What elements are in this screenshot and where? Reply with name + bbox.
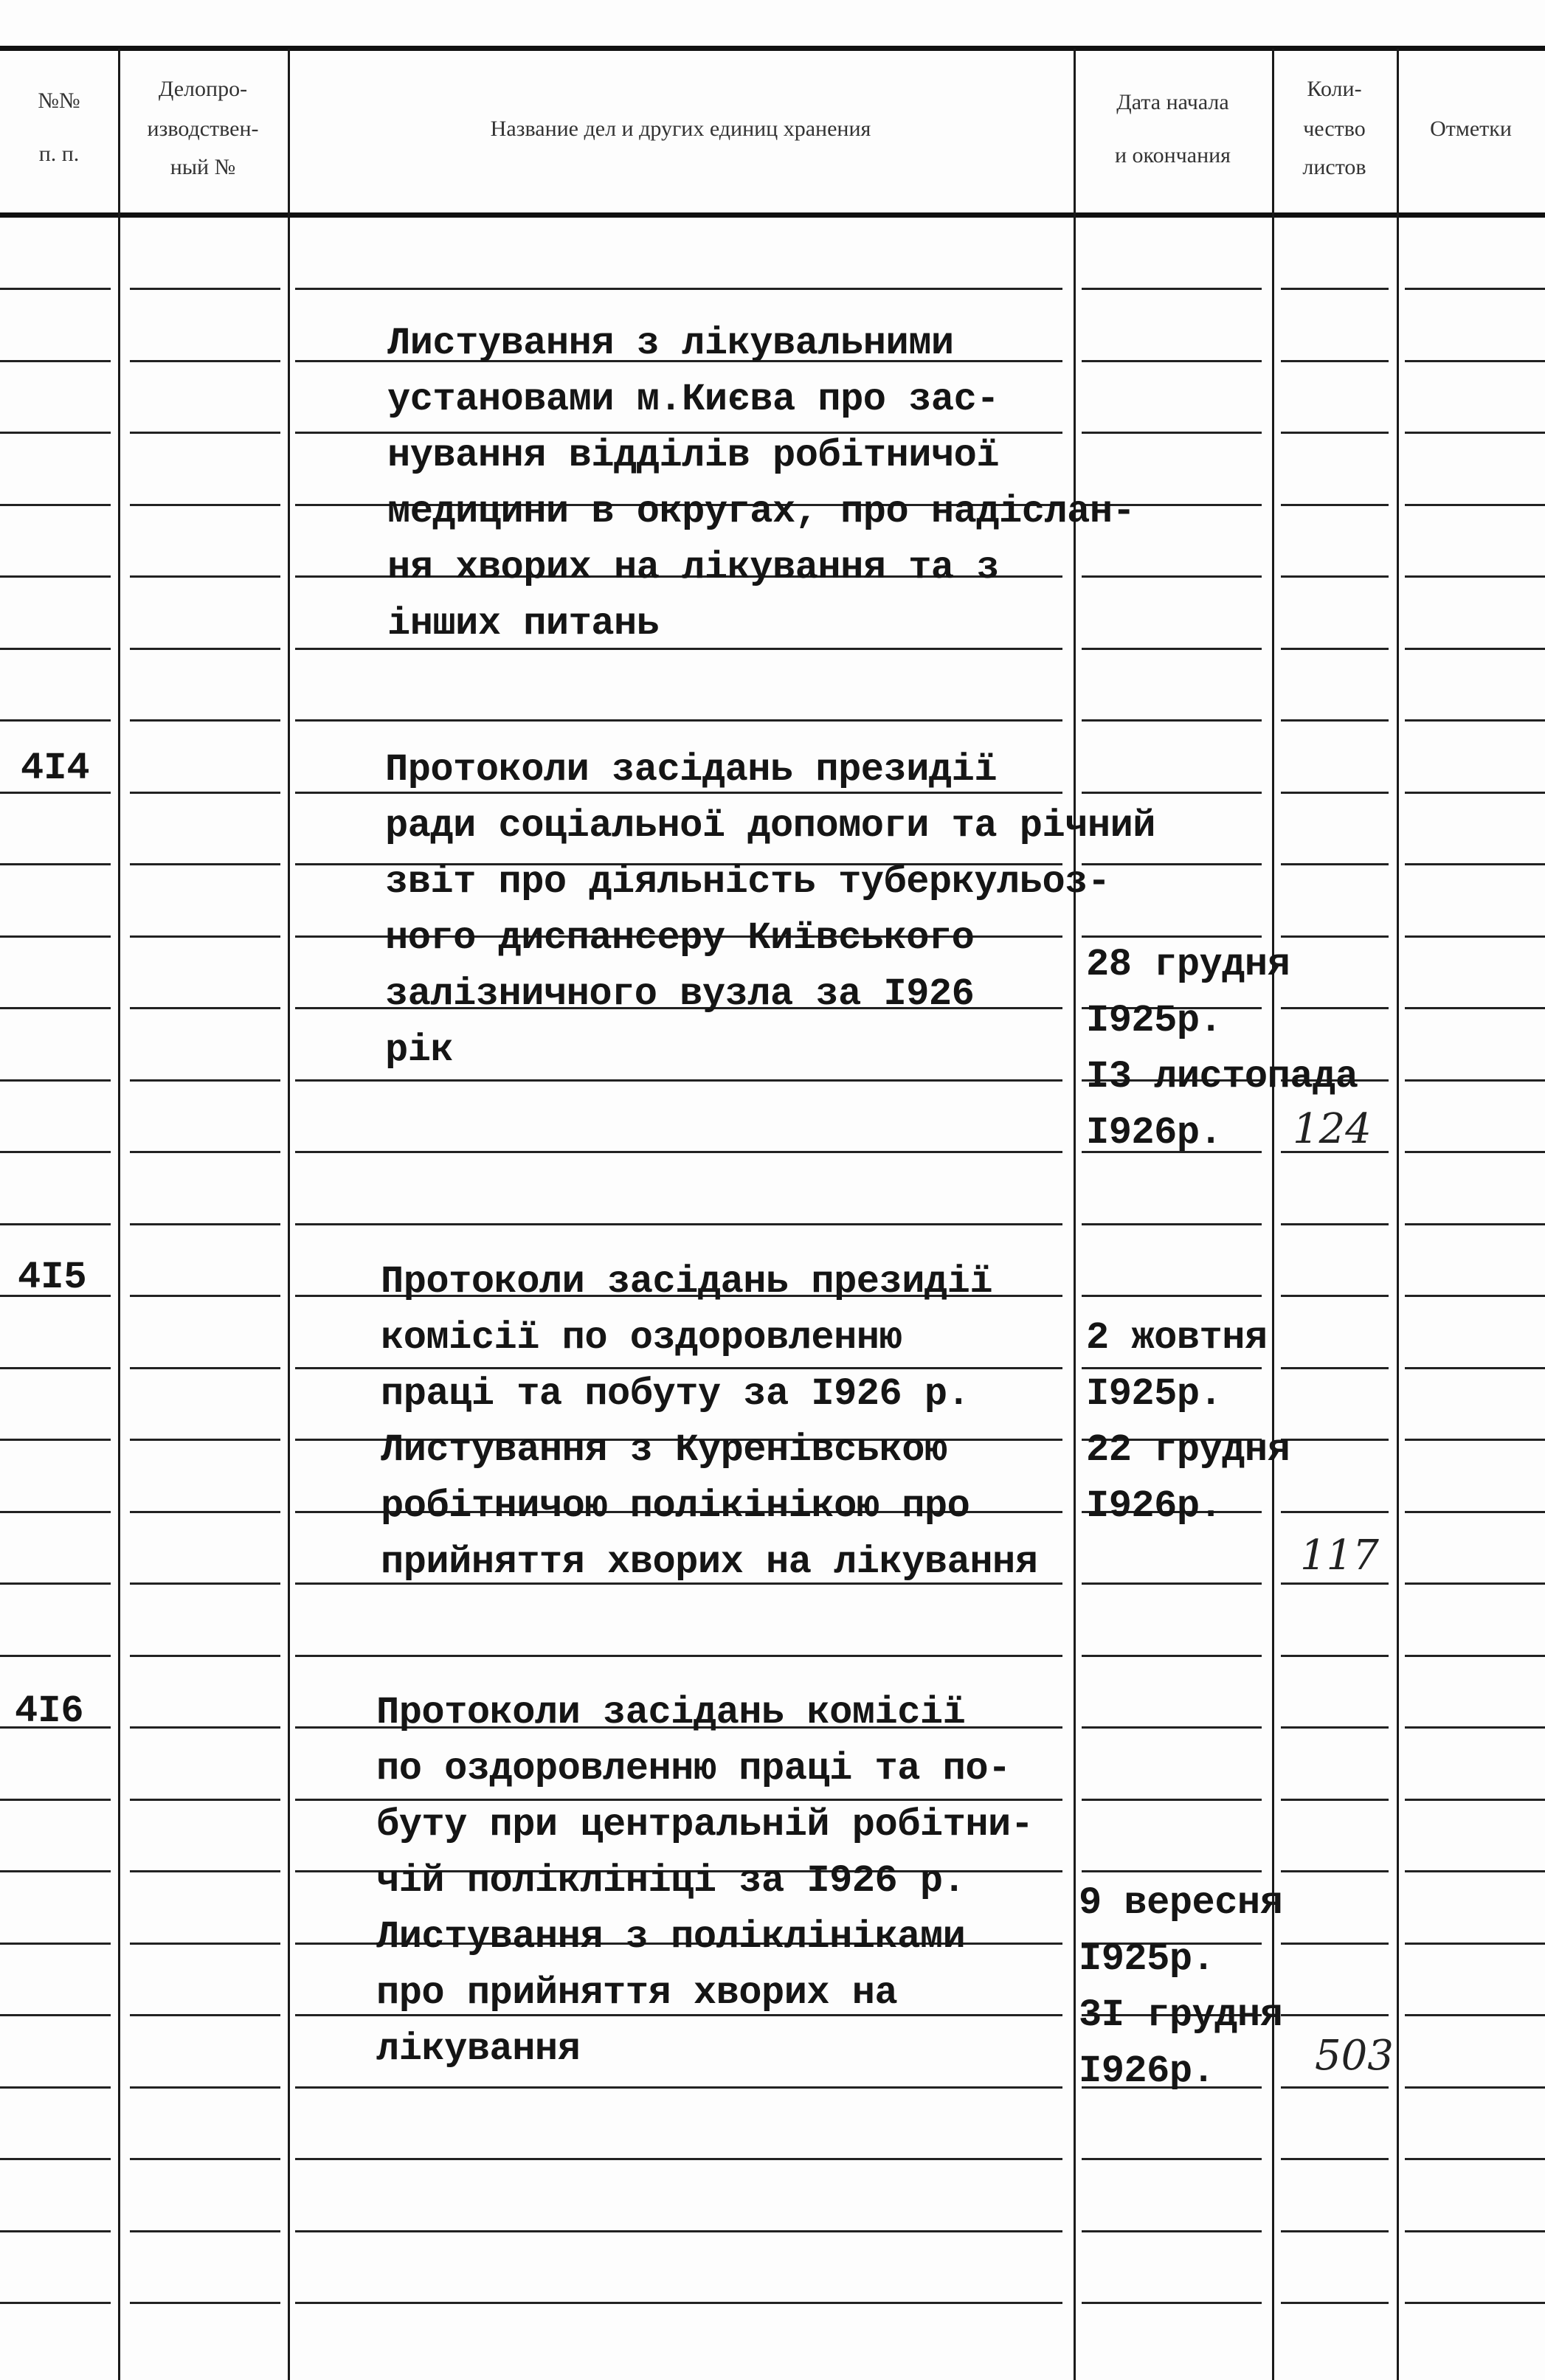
ruled-line bbox=[1281, 1223, 1389, 1225]
ruled-line bbox=[0, 1799, 111, 1801]
ruled-line bbox=[0, 719, 111, 722]
date-line: 22 грудня bbox=[1086, 1428, 1290, 1472]
ruled-line bbox=[1405, 2230, 1545, 2232]
ruled-line bbox=[130, 288, 280, 290]
ruled-line bbox=[1281, 1582, 1389, 1585]
ruled-line bbox=[130, 360, 280, 362]
ruled-line bbox=[0, 648, 111, 650]
column-divider bbox=[118, 49, 120, 2380]
ruled-line bbox=[130, 1367, 280, 1369]
ruled-line bbox=[0, 288, 111, 290]
ruled-line bbox=[0, 863, 111, 865]
ruled-line bbox=[0, 360, 111, 362]
ruled-line bbox=[295, 2086, 1062, 2089]
entry-number: 4I5 bbox=[18, 1256, 87, 1299]
title-line: комісії по оздоровленню bbox=[381, 1316, 902, 1360]
ruled-line bbox=[1082, 1799, 1262, 1801]
ruled-line bbox=[1281, 504, 1389, 506]
ruled-line bbox=[130, 1943, 280, 1945]
ruled-line bbox=[295, 2158, 1062, 2160]
ruled-line bbox=[295, 1799, 1062, 1801]
title-line: чій поліклініці за I926 р. bbox=[376, 1859, 966, 1903]
ruled-line bbox=[1405, 863, 1545, 865]
ruled-line bbox=[130, 1079, 280, 1082]
ruled-line bbox=[1281, 1007, 1389, 1009]
ruled-line bbox=[130, 1007, 280, 1009]
ruled-line bbox=[1082, 1870, 1262, 1872]
title-line: установами м.Києва про зас- bbox=[387, 378, 1000, 421]
ruled-line bbox=[1082, 432, 1262, 434]
ruled-line bbox=[1082, 1582, 1262, 1585]
ruled-line bbox=[1082, 2302, 1262, 2304]
ruled-line bbox=[0, 504, 111, 506]
ruled-line bbox=[1281, 1439, 1389, 1441]
title-line: праці та побуту за I926 р. bbox=[381, 1372, 970, 1416]
ruled-line bbox=[130, 1799, 280, 1801]
ruled-line bbox=[1082, 792, 1262, 794]
ruled-line bbox=[1405, 2158, 1545, 2160]
ruled-line bbox=[1281, 360, 1389, 362]
ruled-line bbox=[0, 1007, 111, 1009]
ruled-line bbox=[130, 575, 280, 578]
ruled-line bbox=[0, 1655, 111, 1657]
ruled-line bbox=[1082, 719, 1262, 722]
ruled-line bbox=[1405, 1367, 1545, 1369]
column-divider bbox=[288, 49, 290, 2380]
ruled-line bbox=[295, 1151, 1062, 1153]
ruled-line bbox=[295, 2302, 1062, 2304]
title-line: рік bbox=[385, 1028, 454, 1072]
date-line: I926р. bbox=[1079, 2049, 1215, 2093]
ruled-line bbox=[130, 2086, 280, 2089]
ruled-line bbox=[1281, 432, 1389, 434]
date-line: 3I грудня bbox=[1079, 1993, 1283, 2037]
ruled-line bbox=[1082, 1655, 1262, 1657]
date-line: 9 вересня bbox=[1079, 1881, 1283, 1925]
ruled-line bbox=[130, 1439, 280, 1441]
ruled-line bbox=[1405, 504, 1545, 506]
ruled-line bbox=[1082, 575, 1262, 578]
ruled-line bbox=[1281, 2158, 1389, 2160]
header-title: Название дел и других единиц хранения bbox=[490, 117, 871, 141]
title-line: ного диспансеру Київського bbox=[385, 916, 975, 960]
ruled-line bbox=[0, 1079, 111, 1082]
ruled-line bbox=[1281, 1367, 1389, 1369]
title-line: звіт про діяльність туберкульоз- bbox=[385, 860, 1110, 904]
entry-sheet-count: 117 bbox=[1300, 1532, 1379, 1580]
ruled-line bbox=[1281, 863, 1389, 865]
title-line: нування відділів робітничої bbox=[387, 434, 1000, 477]
ruled-line bbox=[1281, 1870, 1389, 1872]
header-office-number-line3: ный № bbox=[170, 155, 236, 179]
ruled-line bbox=[130, 2302, 280, 2304]
ruled-line bbox=[295, 648, 1062, 650]
ruled-line bbox=[1281, 1799, 1389, 1801]
ruled-line bbox=[295, 1367, 1062, 1369]
ruled-line bbox=[1405, 575, 1545, 578]
title-line: залізничного вузла за I926 bbox=[385, 972, 975, 1016]
date-line: I3 листопада bbox=[1086, 1055, 1358, 1099]
ruled-line bbox=[1405, 1799, 1545, 1801]
ruled-line bbox=[0, 2158, 111, 2160]
ruled-line bbox=[1405, 1439, 1545, 1441]
entry-sheet-count: 124 bbox=[1293, 1105, 1372, 1153]
ruled-line bbox=[295, 1079, 1062, 1082]
ruled-line bbox=[295, 719, 1062, 722]
date-line: I925р. bbox=[1079, 1937, 1215, 1981]
ruled-line bbox=[130, 648, 280, 650]
ruled-line bbox=[1405, 2014, 1545, 2016]
title-line: прийняття хворих на лікування bbox=[381, 1540, 1038, 1584]
ruled-line bbox=[0, 792, 111, 794]
ruled-line bbox=[1405, 432, 1545, 434]
ruled-line bbox=[1405, 1295, 1545, 1297]
ruled-line bbox=[0, 1223, 111, 1225]
column-divider bbox=[1397, 49, 1399, 2380]
ruled-line bbox=[130, 1582, 280, 1585]
title-line: про прийняття хворих на bbox=[376, 1971, 898, 2015]
ruled-line bbox=[0, 2230, 111, 2232]
ruled-line bbox=[0, 575, 111, 578]
ruled-line bbox=[1281, 2086, 1389, 2089]
ruled-line bbox=[1405, 719, 1545, 722]
ruled-line bbox=[1082, 2230, 1262, 2232]
header-dates-line1: Дата начала bbox=[1116, 90, 1229, 114]
ruled-line bbox=[130, 432, 280, 434]
ruled-line bbox=[1281, 648, 1389, 650]
ruled-line bbox=[130, 1655, 280, 1657]
ruled-line bbox=[130, 2014, 280, 2016]
column-divider bbox=[1074, 49, 1076, 2380]
ruled-line bbox=[1281, 1511, 1389, 1513]
entry-number: 4I6 bbox=[15, 1689, 84, 1733]
ruled-line bbox=[1281, 1943, 1389, 1945]
ruled-line bbox=[0, 1367, 111, 1369]
date-line: 2 жовтня bbox=[1086, 1316, 1268, 1360]
header-office-number-line1: Делопро- bbox=[158, 77, 248, 101]
ruled-line bbox=[0, 432, 111, 434]
entry-number: 4I4 bbox=[21, 747, 90, 790]
title-line: медицини в округах, про надіслан- bbox=[387, 490, 1136, 533]
ruled-line bbox=[130, 719, 280, 722]
header-dates-line2: и окончания bbox=[1115, 143, 1231, 167]
title-line: буту при центральній робітни- bbox=[376, 1803, 1034, 1847]
ruled-line bbox=[295, 2230, 1062, 2232]
ruled-line bbox=[130, 504, 280, 506]
header-notes: Отметки bbox=[1430, 117, 1512, 141]
title-line: Листування з поліклініками bbox=[376, 1915, 966, 1959]
ruled-line bbox=[1405, 2302, 1545, 2304]
ruled-line bbox=[1405, 935, 1545, 938]
title-line: Протоколи засідань президії bbox=[381, 1260, 993, 1304]
ruled-line bbox=[1405, 360, 1545, 362]
ruled-line bbox=[1082, 288, 1262, 290]
ruled-line bbox=[0, 2302, 111, 2304]
date-line: I926р. bbox=[1086, 1111, 1223, 1155]
header-number-line1: №№ bbox=[38, 89, 80, 113]
ruled-line bbox=[1405, 1223, 1545, 1225]
ruled-line bbox=[1405, 792, 1545, 794]
entry-sheet-count: 503 bbox=[1315, 2032, 1394, 2080]
ruled-line bbox=[130, 1295, 280, 1297]
ruled-line bbox=[130, 2230, 280, 2232]
title-line: ня хворих на лікування та з bbox=[387, 546, 1000, 589]
ruled-line bbox=[1281, 719, 1389, 722]
title-line: ради соціальної допомоги та річний bbox=[385, 804, 1155, 848]
ruled-line bbox=[1281, 1295, 1389, 1297]
ruled-line bbox=[130, 1223, 280, 1225]
ruled-line bbox=[1082, 1367, 1262, 1369]
header-bottom-border bbox=[0, 212, 1545, 218]
ruled-line bbox=[0, 1151, 111, 1153]
ruled-line bbox=[295, 288, 1062, 290]
ruled-line bbox=[0, 2086, 111, 2089]
ruled-line bbox=[1281, 2302, 1389, 2304]
ruled-line bbox=[1405, 1511, 1545, 1513]
header-office-number-line2: изводствен- bbox=[147, 117, 259, 141]
header-number-line2: п. п. bbox=[38, 142, 80, 166]
ruled-line bbox=[1281, 792, 1389, 794]
title-line: лікування bbox=[376, 2027, 581, 2071]
ruled-line bbox=[1405, 1943, 1545, 1945]
title-line: Листування з лікувальними bbox=[387, 322, 954, 365]
title-line: інших питань bbox=[387, 602, 660, 646]
title-line: Листування з Куренівською bbox=[381, 1428, 947, 1472]
ruled-line bbox=[1281, 935, 1389, 938]
ruled-line bbox=[1281, 2014, 1389, 2016]
ruled-line bbox=[130, 2158, 280, 2160]
ruled-line bbox=[295, 1655, 1062, 1657]
ruled-line bbox=[1281, 1726, 1389, 1729]
ruled-line bbox=[1405, 1582, 1545, 1585]
ruled-line bbox=[130, 1511, 280, 1513]
ruled-line bbox=[0, 2014, 111, 2016]
header-sheets-line3: листов bbox=[1302, 155, 1366, 179]
date-line: I926р. bbox=[1086, 1484, 1223, 1528]
ruled-line bbox=[1082, 1295, 1262, 1297]
ruled-line bbox=[1281, 1655, 1389, 1657]
ruled-line bbox=[1082, 1726, 1262, 1729]
ruled-line bbox=[0, 1870, 111, 1872]
ruled-line bbox=[1082, 1223, 1262, 1225]
ruled-line bbox=[295, 1223, 1062, 1225]
header-sheets-line1: Коли- bbox=[1307, 77, 1362, 101]
ruled-line bbox=[1281, 288, 1389, 290]
ruled-line bbox=[1281, 2230, 1389, 2232]
ruled-line bbox=[1405, 648, 1545, 650]
ruled-line bbox=[130, 935, 280, 938]
ruled-line bbox=[130, 1726, 280, 1729]
date-line: I925р. bbox=[1086, 1372, 1223, 1416]
ruled-line bbox=[1405, 1655, 1545, 1657]
ruled-line bbox=[1405, 1079, 1545, 1082]
ruled-line bbox=[0, 1943, 111, 1945]
ruled-line bbox=[0, 935, 111, 938]
ruled-line bbox=[0, 1582, 111, 1585]
ruled-line bbox=[1405, 1007, 1545, 1009]
ruled-line bbox=[1082, 935, 1262, 938]
title-line: Протоколи засідань президії bbox=[385, 748, 998, 792]
ruled-line bbox=[1405, 2086, 1545, 2089]
ruled-line bbox=[0, 1439, 111, 1441]
ruled-line bbox=[130, 1870, 280, 1872]
ruled-line bbox=[1405, 1151, 1545, 1153]
ruled-line bbox=[1082, 360, 1262, 362]
header-sheets-line2: чество bbox=[1303, 117, 1366, 141]
ruled-line bbox=[1405, 1870, 1545, 1872]
title-line: по оздоровленню праці та по- bbox=[376, 1747, 1011, 1791]
ruled-line bbox=[130, 863, 280, 865]
ruled-line bbox=[1082, 648, 1262, 650]
ruled-line bbox=[130, 792, 280, 794]
ruled-line bbox=[130, 1151, 280, 1153]
ruled-line bbox=[1405, 1726, 1545, 1729]
ruled-line bbox=[1082, 2158, 1262, 2160]
ruled-line bbox=[0, 1511, 111, 1513]
ruled-line bbox=[1281, 575, 1389, 578]
date-line: 28 грудня bbox=[1086, 943, 1290, 986]
title-line: Протоколи засідань комісії bbox=[376, 1691, 966, 1734]
top-border bbox=[0, 46, 1545, 51]
date-line: I925р. bbox=[1086, 999, 1223, 1042]
title-line: робітничою полікінікою про bbox=[381, 1484, 970, 1528]
ruled-line bbox=[1405, 288, 1545, 290]
